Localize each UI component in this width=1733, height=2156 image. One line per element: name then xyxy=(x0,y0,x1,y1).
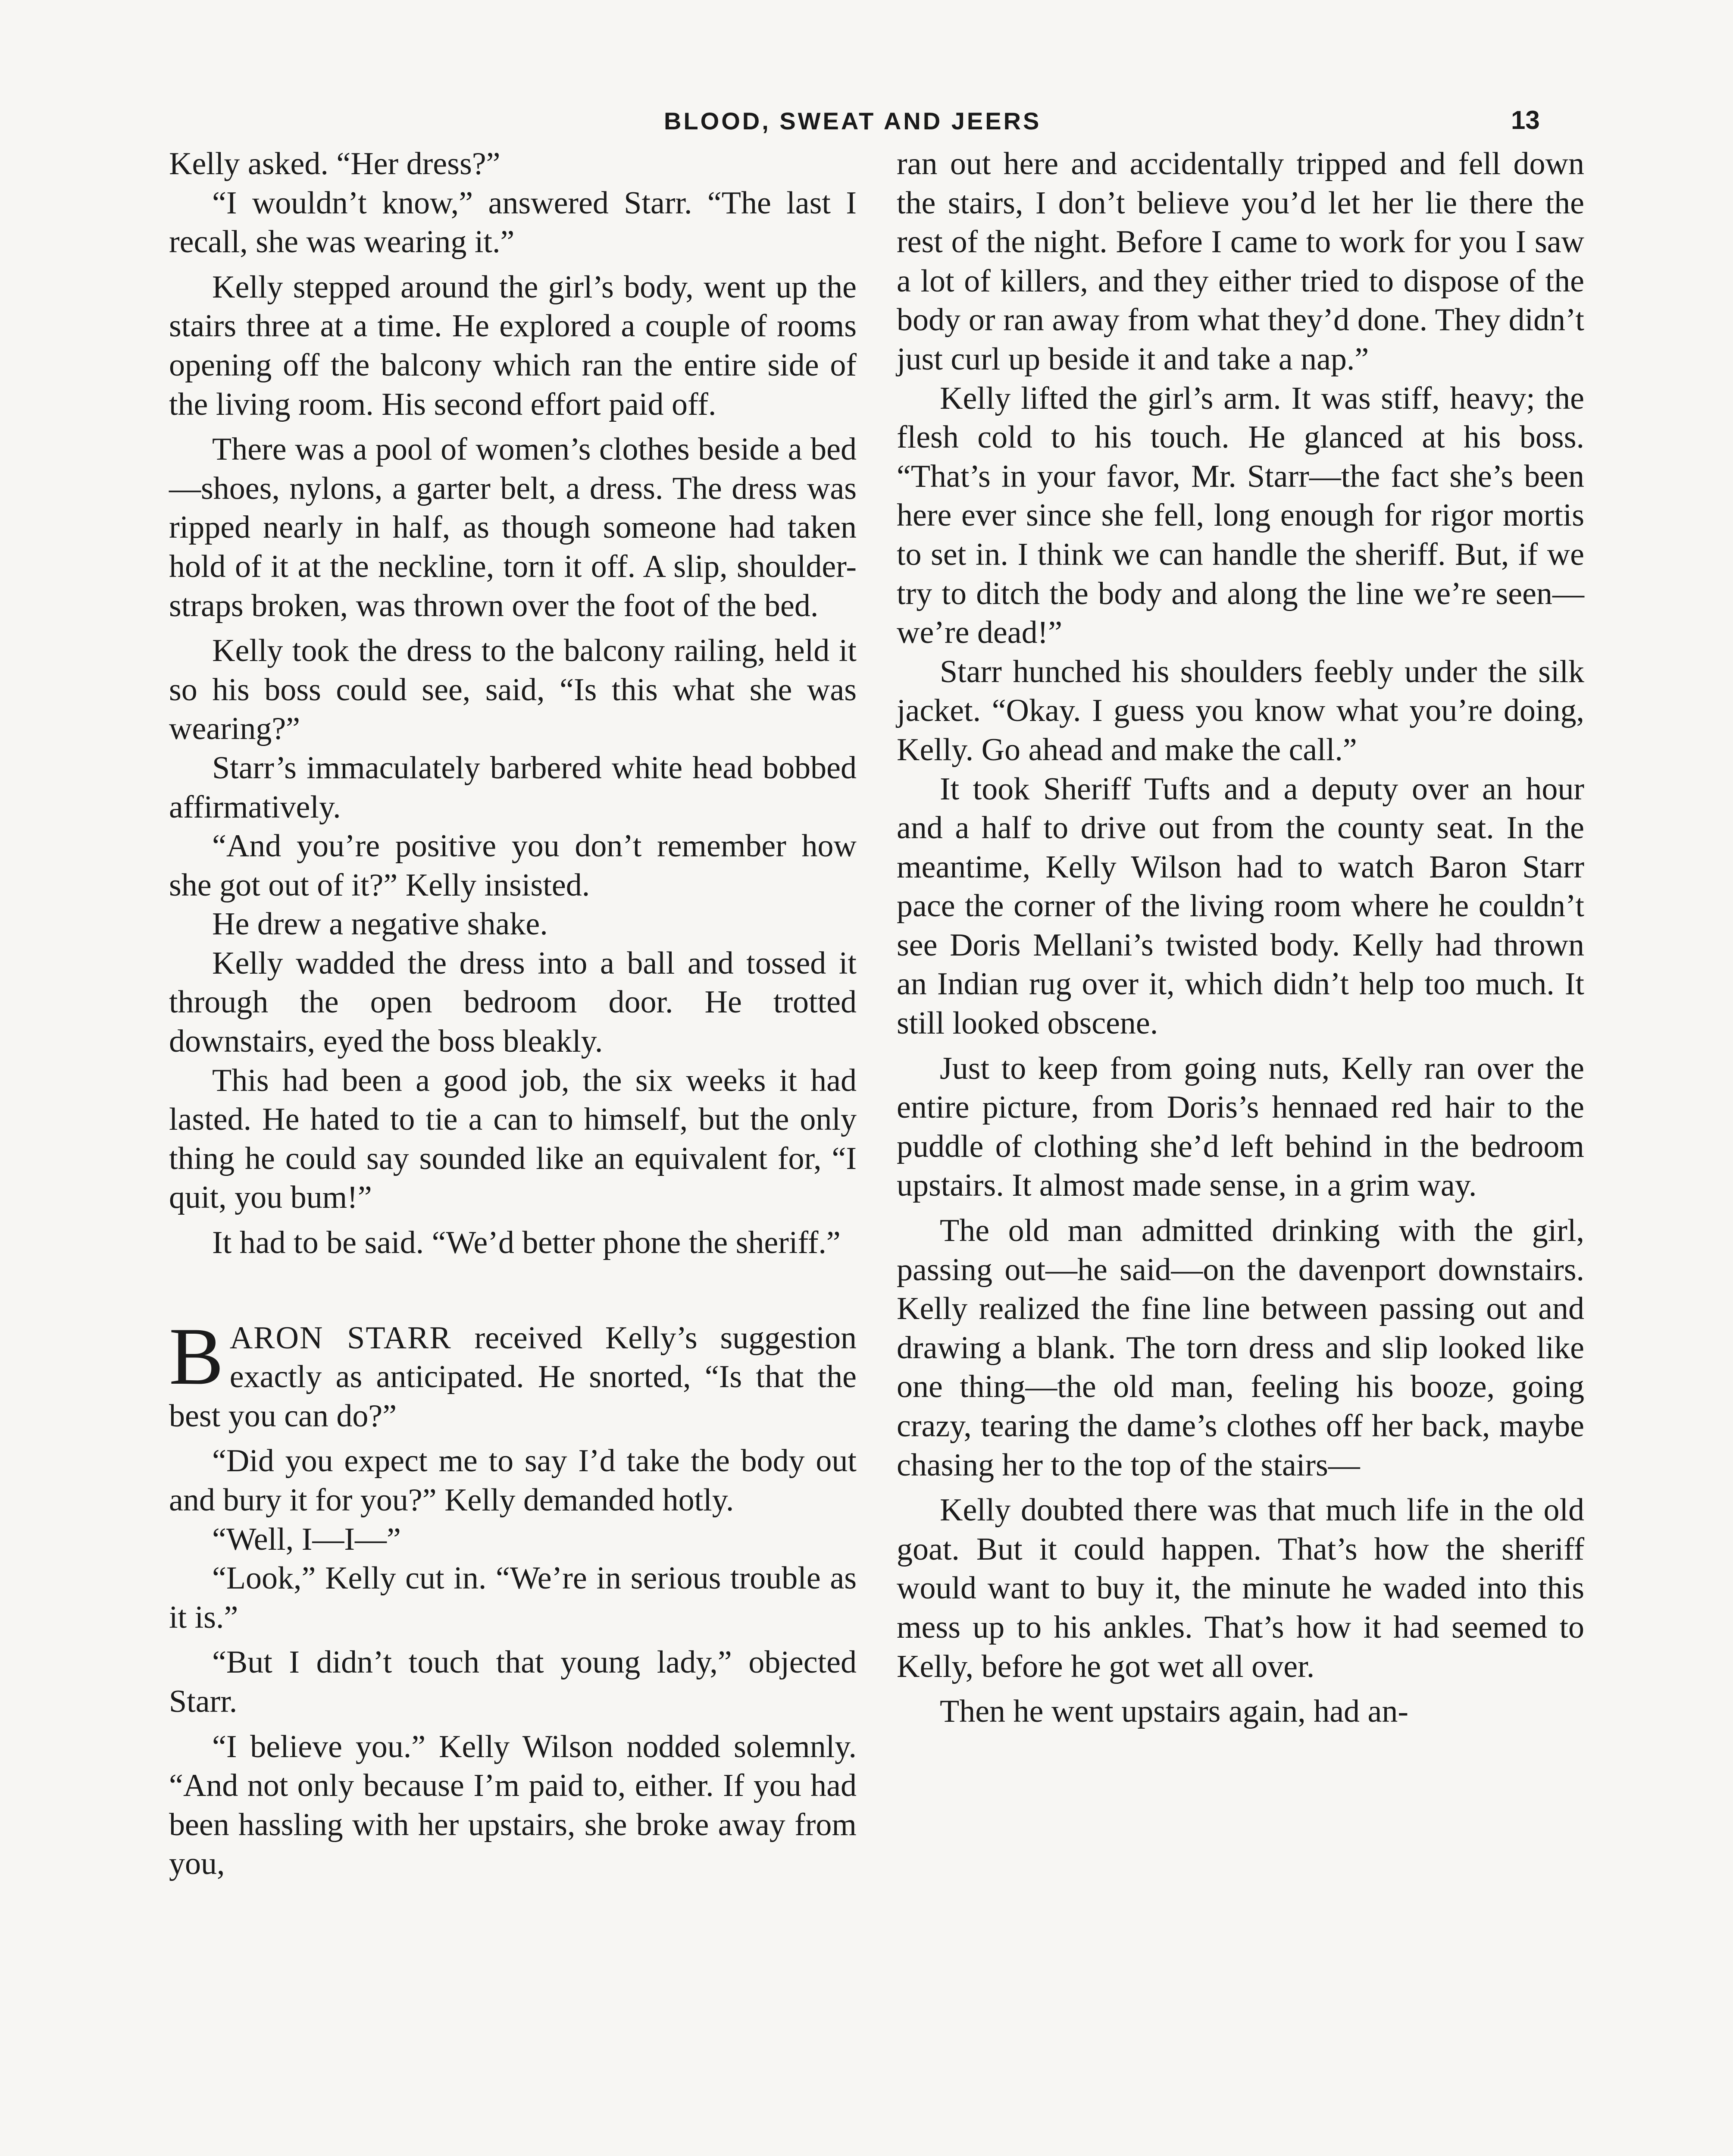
paragraph: Kelly took the dress to the balcony railing, held it so his boss could see, said, “Is this what she was wearing?” xyxy=(169,633,857,747)
paragraph: There was a pool of women’s clothes beside a bed—shoes, nylons, a garter belt, a dress. The dress was ripped nearly in half, as though someone had taken hold of it at the neckline, torn it off. A slip, shoulder-straps broken, was thrown over the foot of the bed. xyxy=(169,432,857,624)
paragraph: Kelly lifted the girl’s arm. It was stiff, heavy; the flesh cold to his touch. He glanced at his boss. “That’s in your favor, Mr. Starr—the fact she’s been here ever since she fell, long enough for rigor mortis to set in. I think we can handle the sheriff. But, if we try to ditch the body and along the line we’re seen—we’re dead!” xyxy=(897,380,1584,651)
small-caps-lead: ARON STARR xyxy=(229,1320,452,1356)
paragraph: “I wouldn’t know,” answered Starr. “The last I recall, she was wearing it.” xyxy=(169,185,857,260)
paragraph: Starr’s immaculately barbered white head bobbed affirmatively. xyxy=(169,750,857,825)
paragraph: It took Sheriff Tufts and a deputy over an hour and a half to drive out from the county seat. In the meantime, Kelly Wilson had to watch Baron Starr pace the corner of the living room where he couldn’t see Doris Mellani’s twisted body. Kelly had thrown an Indian rug over it, which didn’t help too much. It still looked obscene. xyxy=(897,771,1584,1041)
paragraph: “Look,” Kelly cut in. “We’re in serious trouble as it is.” xyxy=(169,1561,857,1635)
paragraph: Kelly doubted there was that much life in the old goat. But it could happen. That’s how the sheriff would want to buy it, the minute he waded into this mess up to his ankles. That’s how it had seemed to Kelly, before he got wet all over. xyxy=(897,1492,1584,1684)
drop-cap: B xyxy=(169,1311,224,1402)
paragraph: Just to keep from going nuts, Kelly ran over the entire picture, from Doris’s hennaed red hair to the puddle of clothing she’d left behind in the bedroom upstairs. It almost made sense, in a grim way. xyxy=(897,1050,1584,1203)
paragraph: “I believe you.” Kelly Wilson nodded solemnly. “And not only because I’m paid to, either. If you had been hassling with her upstairs, she broke away from you, xyxy=(169,1729,857,1882)
paragraph: Kelly stepped around the girl’s body, went up the stairs three at a time. He explored a couple of rooms opening off the balcony which ran the entire side of the living room. His second effort paid off. xyxy=(169,269,857,422)
paragraph: Kelly asked. “Her dress?” xyxy=(169,146,501,182)
right-column xyxy=(897,144,1584,1731)
paragraph: The old man admitted drinking with the girl, passing out—he said—on the davenport downstairs. Kelly realized the fine line between passing out and drawing a blank. The torn dress and slip looked like one thing—the old man, feeling his booze, going crazy, tearing the dame’s clothes off her back, maybe chasing her to the top of the stairs— xyxy=(897,1213,1584,1483)
paragraph: “And you’re positive you don’t remember how she got out of it?” Kelly insisted. xyxy=(169,828,857,903)
paragraph: It had to be said. “We’d better phone the sheriff.” xyxy=(212,1225,841,1261)
paragraph: “Did you expect me to say I’d take the body out and bury it for you?” Kelly demanded hotly. xyxy=(169,1443,857,1518)
paragraph: ran out here and accidentally tripped and fell down the stairs, I don’t believe you’d let her lie there the rest of the night. Before I came to work for you I saw a lot of killers, and they either tried to dispose of the body or ran away from what they’d done. They didn’t just curl up beside it and take a nap.” xyxy=(897,146,1584,377)
paragraph: Then he went upstairs again, had an- xyxy=(940,1694,1409,1730)
paragraph: “Well, I—I—” xyxy=(212,1521,401,1557)
running-header: BLOOD, SWEAT AND JEERS xyxy=(664,107,1042,135)
paragraph-text: received Kelly’s suggestion exactly as anticipated. He snorted, “Is that the best you can do?” xyxy=(169,1320,857,1434)
paragraph: He drew a negative shake. xyxy=(212,906,548,942)
paragraph: Kelly wadded the dress into a ball and tossed it through the open bedroom door. He trotted downstairs, eyed the boss bleakly. xyxy=(169,945,857,1059)
paragraph: Starr hunched his shoulders feebly under the silk jacket. “Okay. I guess you know what you’re doing, Kelly. Go ahead and make the call.” xyxy=(897,654,1584,768)
left-column xyxy=(169,144,857,1883)
section-opening-paragraph xyxy=(169,1311,857,1436)
page-number: 13 xyxy=(1511,106,1540,135)
paragraph: This had been a good job, the six weeks it had lasted. He hated to tie a can to himself, but the only thing he could say sounded like an equivalent for, “I quit, you bum!” xyxy=(169,1062,857,1216)
paragraph: “But I didn’t touch that young lady,” objected Starr. xyxy=(169,1645,857,1719)
